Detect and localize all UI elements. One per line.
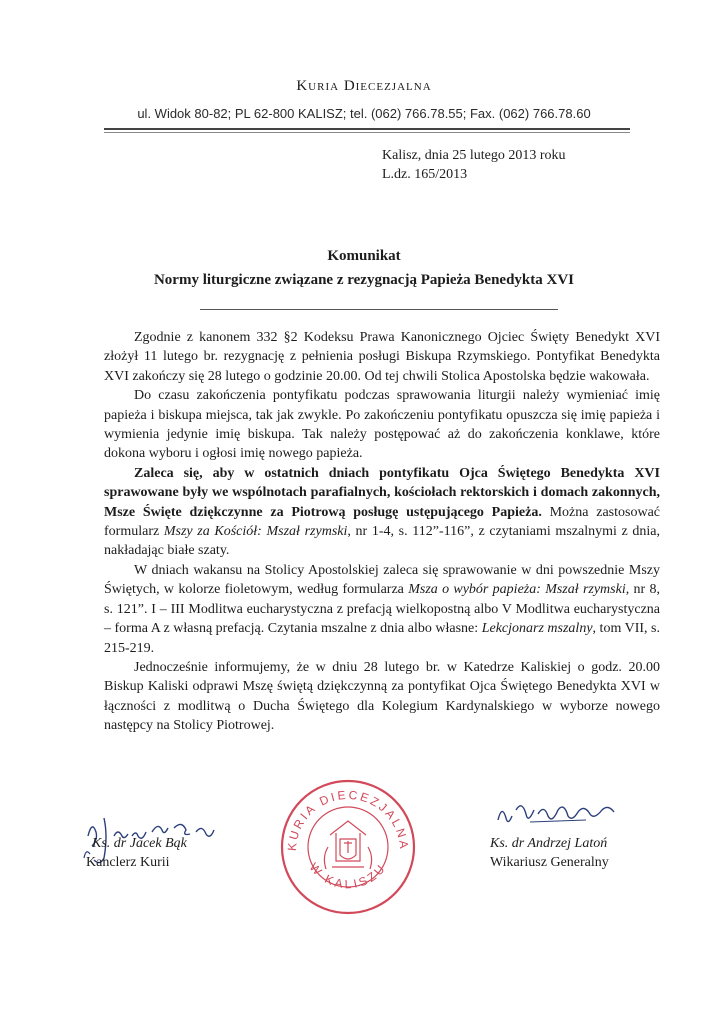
coat-of-arms-icon [324, 821, 371, 869]
paragraph-4-text-b: , nr 8, s. 121”. I – III Modlitwa eucharystyczna z prefacją wielkopostną albo V Modlitwa eucharystyczna – forma A z własną prefacją. Czytania mszalne z dnia albo własne: [104, 582, 661, 637]
seal-text-top: KURIA DIECEZJALNA [284, 787, 412, 852]
left-signatory-role: Kanclerz Kurii [86, 855, 170, 870]
paragraph-3-text-a: Można zastosować formularz [104, 504, 660, 540]
paragraph-4-text-a: W dniach wakansu na Stolicy Apostolskiej zaleca się sprawowanie w dni powszednie Mszy Świętych, w kolorze fioletowym, według formularza [104, 562, 660, 598]
document-title: Komunikat [327, 248, 401, 264]
left-signatory-name: Ks. dr Jacek Bąk [92, 836, 187, 851]
heading-rule [200, 309, 558, 310]
letterhead-address: ul. Widok 80-82; PL 62-800 KALISZ; tel. (062) 766.78.55; Fax. (062) 766.78.60 [137, 106, 591, 121]
paragraph-3-italic: Mszy za Kościół: Mszał rzymski [163, 524, 348, 540]
right-signature-handwriting [490, 790, 630, 840]
diocesan-seal [278, 777, 418, 917]
date-block [382, 146, 566, 184]
paragraph-3 [104, 464, 660, 561]
seal-text-bottom: W KALISZU [306, 860, 390, 892]
paragraph-3-bold: Zaleca się, aby w ostatnich dniach pontyfikatu Ojca Świętego Benedykta XVI sprawowane były we wspólnotach parafialnych, kościołach rektorskich i domach zakonnych, Msze Święte dziękczynne za Piotrową posługę ustępującego Papieża. [104, 465, 660, 520]
paragraph-2: Do czasu zakończenia pontyfikatu podczas sprawowania liturgii należy wymieniać imię papieża i biskupa miejsca, tak jak zwykle. Po zakończeniu pontyfikatu opuszcza się imię papieża i wymienia jedynie imię biskupa. Tak należy postępować aż do zakończenia konklawe, które dokona wyboru i ogłosi imię nowego papieża. [104, 388, 660, 462]
paragraph-5: Jednocześnie informujemy, że w dniu 28 lutego br. w Katedrze Kaliskiej o godz. 20.00 Biskup Kaliski odprawi Mszę świętą dziękczynną za pontyfikat Ojca Świętego Benedykta XVI w łączności z modlitwą o Ducha Świętego dla Kolegium Kardynalskiego w wyborze nowego następcy na Stolicy Piotrowej. [104, 659, 660, 734]
letterhead-rule-thick [104, 128, 630, 130]
svg-text:W KALISZU [307, 860, 390, 891]
right-signatory-role: Wikariusz Generalny [490, 855, 609, 870]
paragraph-4-italic-2: Lekcjonarz mszalny [481, 621, 593, 637]
letterhead-rule-thin [104, 132, 630, 133]
body-text [104, 328, 660, 736]
reference-number: L.dz. 165/2013 [382, 167, 468, 182]
paragraph-1: Zgodnie z kanonem 332 §2 Kodeksu Prawa Kanonicznego Ojciec Święty Benedykt XVI złożył 11 lutego br. rezygnację z pełnienia posługi Biskupa Rzymskiego. Pontyfikat Benedykta XVI zakończy się 28 lutego o godzinie 20.00. Od tej chwili Stolica Apostolska będzie wakowała. [104, 330, 660, 384]
letterhead-title: Kuria Diecezjalna [296, 78, 432, 94]
right-signatory-name: Ks. dr Andrzej Latoń [490, 836, 608, 851]
paragraph-3-text-b: , nr 1-4, s. 112”-116”, z czytaniami mszalnymi z dnia, nakładając białe szaty. [104, 524, 660, 559]
paragraph-4-text-c: , tom VII, s. 215-219. [104, 621, 660, 656]
paragraph-4 [104, 561, 660, 658]
place-date: Kalisz, dnia 25 lutego 2013 roku [382, 148, 566, 163]
document-subtitle: Normy liturgiczne związane z rezygnacją Papieża Benedykta XVI [153, 272, 575, 288]
paragraph-4-italic-1: Msza o wybór papieża: Mszał rzymski [408, 582, 626, 598]
